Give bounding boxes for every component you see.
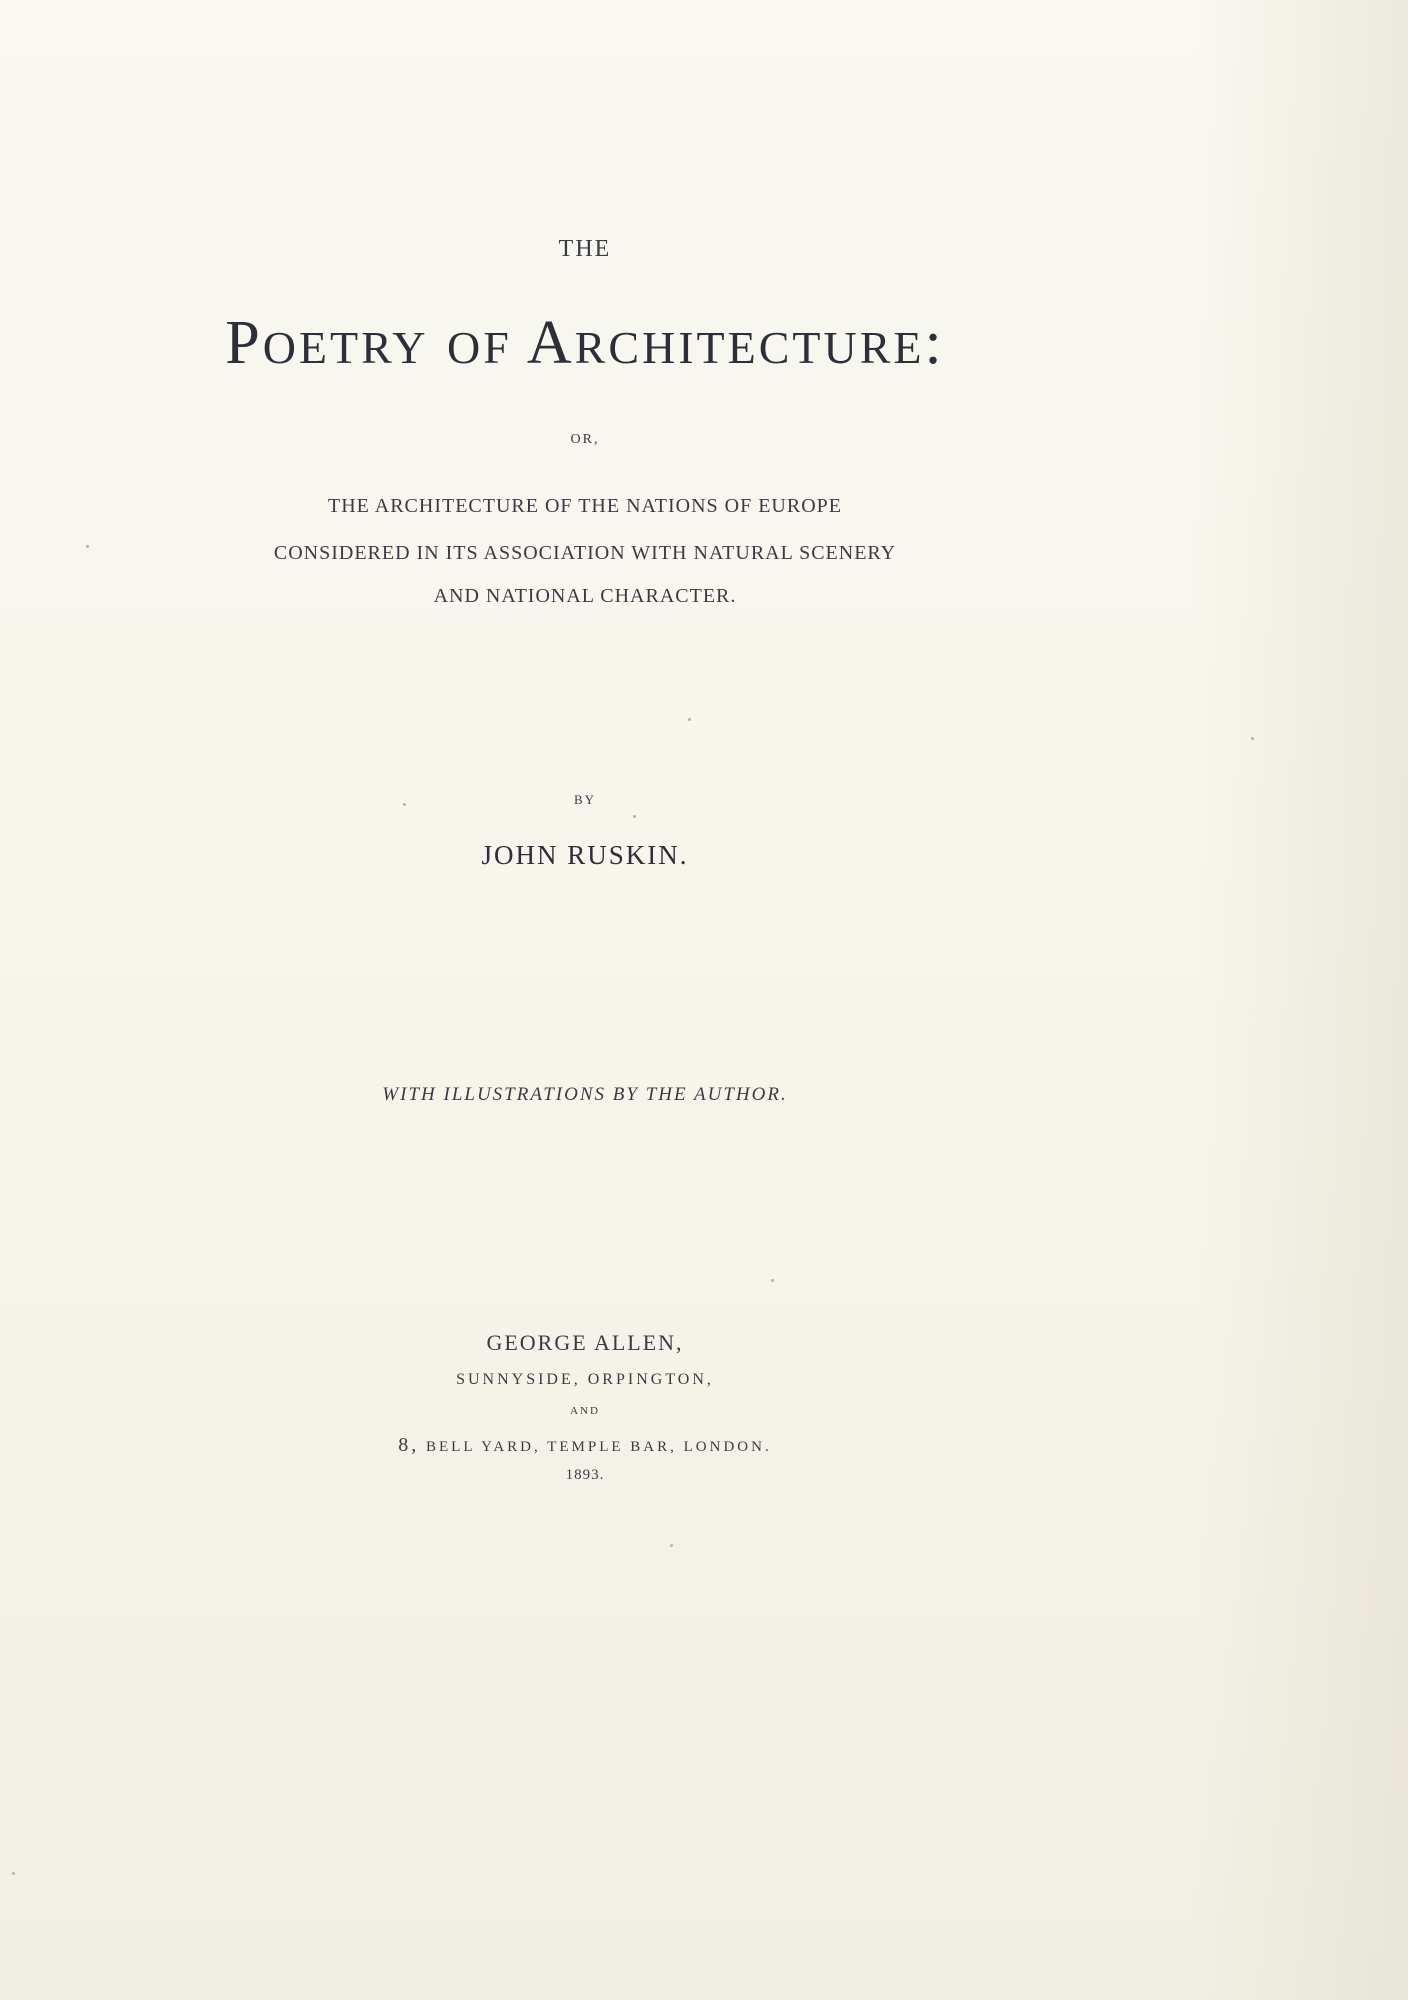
title-word-of: OF (446, 322, 512, 373)
paper-speck (633, 815, 636, 818)
title-article: THE (558, 236, 612, 262)
title-colon: : (924, 309, 945, 377)
subtitle-line-3: AND NATIONAL CHARACTER. (433, 585, 737, 607)
publication-year: 1893. (565, 1467, 605, 1483)
subtitle-line-2: CONSIDERED IN ITS ASSOCIATION WITH NATURAL SCENERY (273, 542, 897, 564)
paper-speck (86, 545, 89, 548)
publisher-name: GEORGE ALLEN, (486, 1330, 684, 1355)
illustrations-note: WITH ILLUSTRATIONS BY THE AUTHOR. (382, 1084, 788, 1105)
paper-speck (688, 718, 691, 721)
paper-speck (670, 1544, 673, 1547)
paper-speck (771, 1279, 774, 1282)
address-street: BELL YARD, TEMPLE BAR, LONDON. (426, 1439, 772, 1455)
author-name: JOHN RUSKIN. (481, 840, 689, 870)
publisher-address (0, 1434, 1170, 1457)
title-initial-p: P (225, 309, 263, 377)
title-word-architecture: RCHITECTURE (574, 322, 925, 373)
paper-speck (1251, 737, 1254, 740)
by-label: BY (573, 792, 597, 807)
imprint-and: AND (570, 1405, 600, 1417)
title-initial-a: A (526, 309, 575, 377)
publisher-place: SUNNYSIDE, ORPINGTON, (456, 1371, 714, 1388)
title-word-poetry: OETRY (262, 322, 429, 373)
book-title (0, 308, 1170, 379)
paper-speck (403, 803, 406, 806)
paper-speck (12, 1872, 15, 1875)
subtitle-line-1: THE ARCHITECTURE OF THE NATIONS OF EUROPE (328, 495, 842, 517)
address-number: 8, (398, 1434, 420, 1456)
title-or: OR, (570, 432, 600, 447)
